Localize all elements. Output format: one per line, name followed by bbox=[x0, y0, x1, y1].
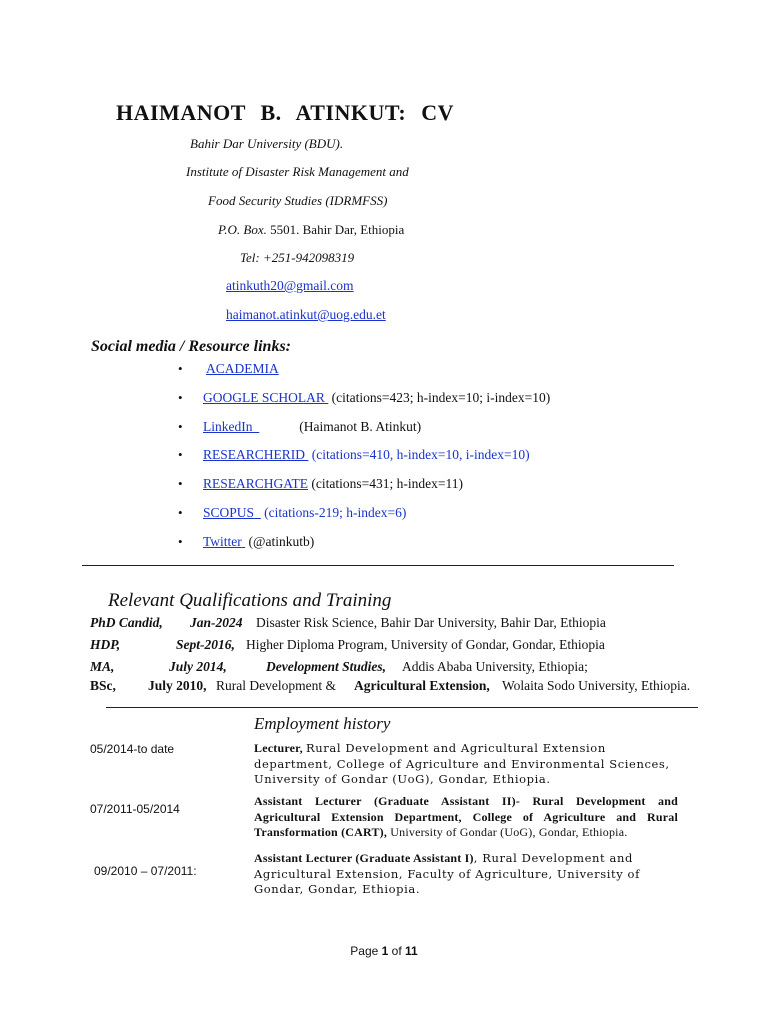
institute-line-2: Food Security Studies (IDRMFSS) bbox=[208, 193, 388, 208]
job-title: Assistant Lecturer (Graduate Assistant II)- Rural Development and Agricultural Extension Department, College of Agriculture and Rural Transformation (CART), bbox=[254, 794, 678, 839]
employment-date: 07/2011-05/2014 bbox=[90, 802, 180, 816]
po-box-address: 5501. Bahir Dar, Ethiopia bbox=[270, 222, 405, 237]
degree: MA, bbox=[90, 659, 115, 674]
degree-date: Jan-2024 bbox=[190, 615, 243, 630]
job-description: , Rural Development and Agricultural Extension, Faculty of Agriculture, University of Gondar, Gondar, Ethiopia. bbox=[254, 851, 640, 896]
linkedin-link[interactable]: LinkedIn bbox=[203, 418, 253, 434]
of-label: of bbox=[391, 944, 402, 958]
twitter-link[interactable]: Twitter bbox=[203, 533, 242, 549]
divider-line bbox=[82, 565, 674, 566]
job-description: Rural Development and Agricultural Extension department, College of Agriculture and Environmental Sciences, University of Gondar (UoG), Gondar, Ethiopia. bbox=[254, 741, 670, 786]
job-description: University of Gondar (UoG), Gondar, Ethiopia. bbox=[390, 825, 628, 839]
degree: HDP, bbox=[90, 637, 121, 652]
degree-date: Sept-2016, bbox=[176, 637, 235, 652]
bullet-icon: • bbox=[178, 361, 183, 376]
bullet-icon: • bbox=[178, 447, 183, 463]
degree-date: July 2010, bbox=[148, 678, 207, 693]
google-scholar-link[interactable]: GOOGLE SCHOLAR bbox=[203, 389, 325, 405]
bullet-icon: • bbox=[178, 418, 183, 434]
bullet-icon: • bbox=[178, 504, 183, 520]
bullet-icon: • bbox=[178, 476, 183, 492]
qualifications-heading: Relevant Qualifications and Training bbox=[108, 590, 392, 611]
job-title: Assistant Lecturer (Graduate Assistant I) bbox=[254, 851, 474, 865]
google-scholar-metrics: (citations=423; h-index=10; i-index=10) bbox=[328, 389, 551, 405]
telephone: Tel: +251-942098319 bbox=[240, 250, 355, 265]
po-box-line bbox=[218, 222, 404, 238]
researcherid-metrics: (citations=410, h-index=10, i-index=10) bbox=[308, 447, 530, 463]
institute-line-1: Institute of Disaster Risk Management and bbox=[186, 164, 409, 179]
degree-detail: Higher Diploma Program, University of Gondar, Gondar, Ethiopia bbox=[246, 637, 605, 652]
degree-detail: Disaster Risk Science, Bahir Dar University, Bahir Dar, Ethiopia bbox=[256, 615, 606, 630]
employment-entry bbox=[254, 851, 654, 898]
degree-field-prefix: Rural Development & bbox=[216, 678, 336, 693]
divider-line bbox=[106, 707, 698, 708]
email-uog-link[interactable]: haimanot.atinkut@uog.edu.et bbox=[226, 307, 386, 322]
job-title: Lecturer, bbox=[254, 741, 303, 755]
scopus-link[interactable]: SCOPUS bbox=[203, 504, 255, 520]
researcherid-link[interactable]: RESEARCHERID bbox=[203, 447, 306, 463]
scopus-metrics: (citations-219; h-index=6) bbox=[260, 504, 407, 520]
page-footer bbox=[0, 944, 768, 958]
degree: BSc, bbox=[90, 678, 116, 693]
degree-date: July 2014, bbox=[169, 659, 227, 674]
degree-detail: Wolaita Sodo University, Ethiopia. bbox=[502, 678, 691, 693]
degree-detail: Addis Ababa University, Ethiopia; bbox=[402, 659, 588, 674]
academia-link[interactable]: ACADEMIA bbox=[206, 361, 279, 376]
bullet-icon: • bbox=[178, 533, 183, 549]
page-number: 1 bbox=[381, 944, 389, 958]
researchgate-link[interactable]: RESEARCHGATE bbox=[203, 476, 309, 492]
cv-title: HAIMANOT B. ATINKUT: CV bbox=[116, 100, 454, 125]
employment-entry bbox=[254, 741, 680, 788]
employment-date: 05/2014-to date bbox=[90, 742, 175, 756]
university-line: Bahir Dar University (BDU). bbox=[190, 136, 344, 151]
email-gmail-link[interactable]: atinkuth20@gmail.com bbox=[226, 278, 354, 293]
degree: PhD Candid, bbox=[90, 615, 163, 630]
po-box-label: P.O. Box. bbox=[218, 222, 267, 237]
bullet-icon: • bbox=[178, 389, 183, 405]
twitter-handle: (@atinkutb) bbox=[245, 533, 315, 549]
employment-heading: Employment history bbox=[254, 714, 391, 733]
linkedin-name: (Haimanot B. Atinkut) bbox=[299, 418, 422, 434]
employment-entry bbox=[254, 794, 678, 841]
researchgate-metrics: (citations=431; h-index=11) bbox=[308, 476, 463, 492]
degree-field: Agricultural Extension, bbox=[354, 678, 490, 693]
degree-field: Development Studies, bbox=[266, 659, 386, 674]
page-label: Page bbox=[350, 944, 379, 958]
page-total: 11 bbox=[405, 944, 418, 958]
employment-date: 09/2010 – 07/2011: bbox=[94, 864, 197, 878]
social-heading: Social media / Resource links: bbox=[91, 338, 291, 355]
